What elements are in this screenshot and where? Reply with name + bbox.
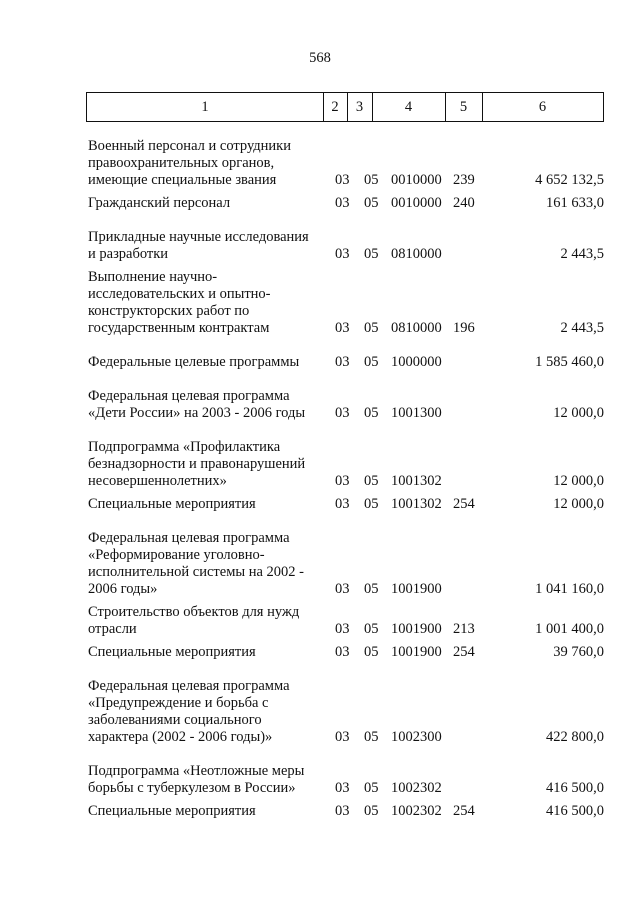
table-row [0, 195, 640, 212]
header-col-3: 3 [355, 99, 364, 115]
table-body [0, 138, 640, 820]
row-label [88, 803, 320, 820]
cell-c3: 05 [364, 780, 379, 796]
cell-c4: 1002300 [391, 729, 442, 745]
row-label [88, 678, 320, 746]
cell-c6: 2 443,5 [560, 320, 604, 336]
row-label-line: отрасли [88, 621, 137, 637]
row-label-line: Федеральная целевая программа [88, 678, 290, 694]
row-label-line: Подпрограмма «Неотложные меры [88, 763, 305, 779]
cell-c6: 1 585 460,0 [535, 354, 604, 370]
row-label-line: «Предупреждение и борьба с [88, 695, 269, 711]
cell-c3: 05 [364, 644, 379, 660]
row-label-line: заболеваниями социального [88, 712, 262, 728]
cell-c3: 05 [364, 172, 379, 188]
table-row [0, 138, 640, 189]
cell-c6: 4 652 132,5 [535, 172, 604, 188]
row-label-line: Военный персонал и сотрудники [88, 138, 291, 154]
cell-c6: 12 000,0 [553, 473, 604, 489]
cell-c5: 239 [453, 172, 475, 188]
row-label-line: исполнительной системы на 2002 - [88, 564, 305, 580]
cell-c6: 416 500,0 [546, 803, 604, 819]
row-label-line: и разработки [88, 246, 169, 262]
table-row [0, 604, 640, 638]
row-label-line: Специальные мероприятия [88, 644, 256, 660]
cell-c6: 161 633,0 [546, 195, 604, 211]
row-label-line: Прикладные научные исследования [88, 229, 309, 245]
table-row [0, 439, 640, 490]
row-label [88, 604, 320, 638]
row-label-line: несовершеннолетних» [88, 473, 227, 489]
cell-c2: 03 [335, 581, 350, 597]
cell-c2: 03 [335, 496, 350, 512]
cell-c5: 240 [453, 195, 475, 211]
cell-c3: 05 [364, 354, 379, 370]
row-label-line: безнадзорности и правонарушений [88, 456, 306, 472]
header-col-6: 6 [538, 99, 547, 115]
row-label-line: «Реформирование уголовно- [88, 547, 265, 563]
cell-c3: 05 [364, 246, 379, 262]
row-label-line: Строительство объектов для нужд [88, 604, 300, 620]
cell-c4: 1001302 [391, 496, 442, 512]
cell-c2: 03 [335, 621, 350, 637]
cell-c6: 12 000,0 [553, 405, 604, 421]
cell-c2: 03 [335, 644, 350, 660]
table-row [0, 388, 640, 422]
header-col-4: 4 [404, 99, 413, 115]
cell-c2: 03 [335, 729, 350, 745]
row-label [88, 439, 320, 490]
header-col-2: 2 [331, 99, 339, 115]
table-row [0, 803, 640, 820]
cell-c5: 213 [453, 621, 475, 637]
row-label-line: 2006 годы» [88, 581, 158, 597]
cell-c3: 05 [364, 473, 379, 489]
row-label [88, 269, 320, 337]
cell-c4: 1002302 [391, 780, 442, 796]
row-label [88, 354, 320, 371]
cell-c3: 05 [364, 320, 379, 336]
row-label-line: правоохранительных органов, [88, 155, 275, 171]
cell-c4: 0010000 [391, 195, 442, 211]
cell-c4: 1001900 [391, 644, 442, 660]
cell-c4: 1001300 [391, 405, 442, 421]
row-label-line: Подпрограмма «Профилактика [88, 439, 281, 455]
row-label-line: конструкторских работ по [88, 303, 250, 319]
row-label-line: государственным контрактам [88, 320, 270, 336]
cell-c3: 05 [364, 729, 379, 745]
cell-c3: 05 [364, 803, 379, 819]
row-label [88, 644, 320, 661]
cell-c6: 416 500,0 [546, 780, 604, 796]
row-label-line: характера (2002 - 2006 годы)» [88, 729, 273, 745]
cell-c5: 196 [453, 320, 475, 336]
cell-c2: 03 [335, 195, 350, 211]
row-label [88, 763, 320, 797]
cell-c5: 254 [453, 644, 475, 660]
cell-c4: 0010000 [391, 172, 442, 188]
row-label-line: Специальные мероприятия [88, 496, 256, 512]
row-label-line: Специальные мероприятия [88, 803, 256, 819]
cell-c6: 422 800,0 [546, 729, 604, 745]
row-label [88, 496, 320, 513]
cell-c2: 03 [335, 780, 350, 796]
cell-c2: 03 [335, 803, 350, 819]
cell-c6: 1 041 160,0 [535, 581, 604, 597]
row-label-line: Федеральные целевые программы [88, 354, 300, 370]
row-label-line: Выполнение научно- [88, 269, 218, 285]
cell-c2: 03 [335, 473, 350, 489]
cell-c6: 2 443,5 [560, 246, 604, 262]
table-row [0, 530, 640, 598]
cell-c6: 1 001 400,0 [535, 621, 604, 637]
cell-c6: 39 760,0 [553, 644, 604, 660]
row-label-line: Федеральная целевая программа [88, 388, 290, 404]
cell-c2: 03 [335, 354, 350, 370]
row-label-line: имеющие специальные звания [88, 172, 277, 188]
cell-c3: 05 [364, 621, 379, 637]
page-number: 568 [309, 50, 331, 66]
table-row [0, 354, 640, 371]
cell-c5: 254 [453, 496, 475, 512]
cell-c4: 1002302 [391, 803, 442, 819]
cell-c3: 05 [364, 405, 379, 421]
cell-c2: 03 [335, 172, 350, 188]
row-label-line: исследовательских и опытно- [88, 286, 271, 302]
cell-c2: 03 [335, 320, 350, 336]
cell-c3: 05 [364, 496, 379, 512]
table-row [0, 496, 640, 513]
table-row [0, 269, 640, 337]
header-col-1: 1 [201, 99, 209, 115]
header-col-5: 5 [459, 99, 468, 115]
table-row [0, 644, 640, 661]
row-label [88, 195, 320, 212]
cell-c4: 0810000 [391, 246, 442, 262]
cell-c4: 1001900 [391, 581, 442, 597]
row-label-line: Федеральная целевая программа [88, 530, 290, 546]
table-header [86, 92, 604, 122]
cell-c4: 0810000 [391, 320, 442, 336]
row-label [88, 229, 320, 263]
row-label-line: Гражданский персонал [88, 195, 231, 211]
table-row [0, 763, 640, 797]
cell-c4: 1000000 [391, 354, 442, 370]
cell-c3: 05 [364, 581, 379, 597]
row-label-line: «Дети России» на 2003 - 2006 годы [88, 405, 306, 421]
cell-c3: 05 [364, 195, 379, 211]
row-label [88, 530, 320, 598]
row-label-line: борьбы с туберкулезом в России» [88, 780, 296, 796]
cell-c5: 254 [453, 803, 475, 819]
cell-c4: 1001900 [391, 621, 442, 637]
table-row [0, 229, 640, 263]
cell-c2: 03 [335, 405, 350, 421]
cell-c6: 12 000,0 [553, 496, 604, 512]
cell-c4: 1001302 [391, 473, 442, 489]
cell-c2: 03 [335, 246, 350, 262]
row-label [88, 138, 320, 189]
row-label [88, 388, 320, 422]
table-row [0, 678, 640, 746]
